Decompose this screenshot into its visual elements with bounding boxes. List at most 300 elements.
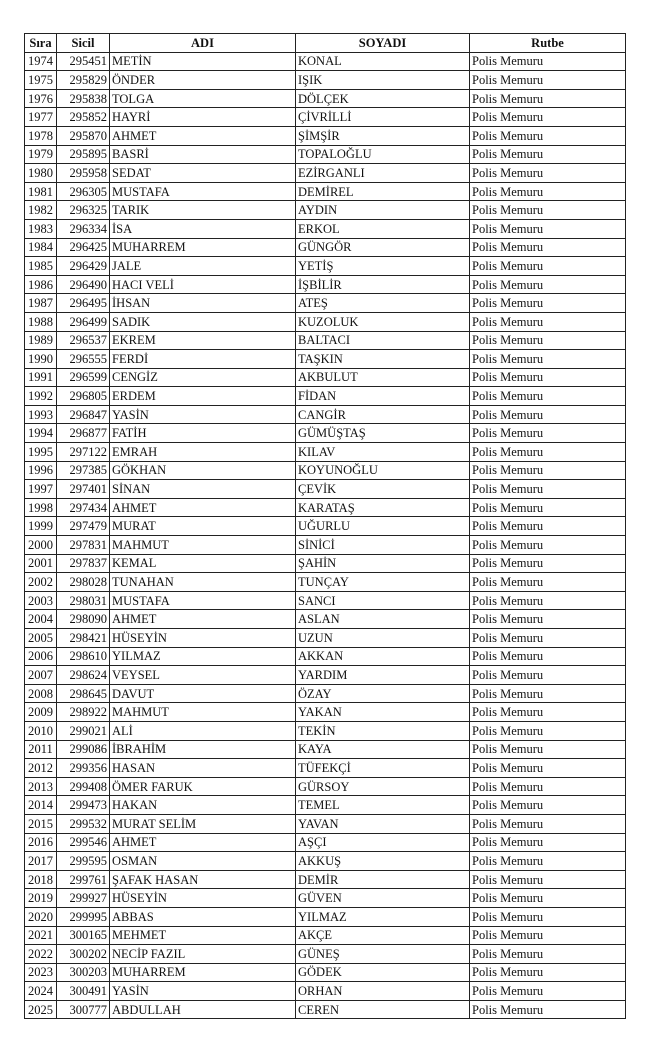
cell-sicil: 296847 bbox=[57, 405, 110, 424]
cell-sicil: 295852 bbox=[57, 108, 110, 127]
table-row bbox=[25, 201, 626, 220]
cell-sicil: 297385 bbox=[57, 461, 110, 480]
cell-sira: 2013 bbox=[25, 777, 57, 796]
cell-rutbe: Polis Memuru bbox=[470, 963, 626, 982]
table-body bbox=[25, 52, 626, 1019]
cell-rutbe: Polis Memuru bbox=[470, 926, 626, 945]
cell-sicil: 298645 bbox=[57, 684, 110, 703]
cell-sira: 2010 bbox=[25, 721, 57, 740]
cell-rutbe: Polis Memuru bbox=[470, 629, 626, 648]
cell-soyadi: KARATAŞ bbox=[296, 498, 470, 517]
cell-soyadi: GÜVEN bbox=[296, 889, 470, 908]
cell-adi: İSA bbox=[110, 219, 296, 238]
cell-rutbe: Polis Memuru bbox=[470, 777, 626, 796]
cell-sicil: 296877 bbox=[57, 424, 110, 443]
cell-sira: 2016 bbox=[25, 833, 57, 852]
cell-soyadi: ASLAN bbox=[296, 610, 470, 629]
cell-adi: SADIK bbox=[110, 312, 296, 331]
cell-sicil: 295451 bbox=[57, 52, 110, 71]
table-row bbox=[25, 182, 626, 201]
cell-soyadi: CEREN bbox=[296, 1000, 470, 1019]
cell-sira: 1977 bbox=[25, 108, 57, 127]
cell-adi: JALE bbox=[110, 257, 296, 276]
table-row bbox=[25, 219, 626, 238]
cell-rutbe: Polis Memuru bbox=[470, 294, 626, 313]
cell-sicil: 299408 bbox=[57, 777, 110, 796]
cell-rutbe: Polis Memuru bbox=[470, 647, 626, 666]
table-row bbox=[25, 963, 626, 982]
cell-sicil: 297401 bbox=[57, 480, 110, 499]
cell-sira: 2007 bbox=[25, 666, 57, 685]
cell-adi: MUSTAFA bbox=[110, 591, 296, 610]
cell-sicil: 296495 bbox=[57, 294, 110, 313]
cell-rutbe: Polis Memuru bbox=[470, 852, 626, 871]
cell-adi: HÜSEYİN bbox=[110, 629, 296, 648]
cell-adi: ŞAFAK HASAN bbox=[110, 870, 296, 889]
cell-soyadi: ÖZAY bbox=[296, 684, 470, 703]
cell-soyadi: BALTACI bbox=[296, 331, 470, 350]
cell-rutbe: Polis Memuru bbox=[470, 424, 626, 443]
cell-rutbe: Polis Memuru bbox=[470, 331, 626, 350]
cell-soyadi: GÜNEŞ bbox=[296, 945, 470, 964]
cell-sira: 1995 bbox=[25, 443, 57, 462]
cell-rutbe: Polis Memuru bbox=[470, 498, 626, 517]
cell-rutbe: Polis Memuru bbox=[470, 833, 626, 852]
header-adi: ADI bbox=[110, 34, 296, 53]
cell-soyadi: FİDAN bbox=[296, 387, 470, 406]
table-row bbox=[25, 573, 626, 592]
cell-adi: SİNAN bbox=[110, 480, 296, 499]
table-row bbox=[25, 257, 626, 276]
table-row bbox=[25, 275, 626, 294]
table-row bbox=[25, 796, 626, 815]
cell-adi: YASİN bbox=[110, 405, 296, 424]
cell-adi: KEMAL bbox=[110, 554, 296, 573]
table-row bbox=[25, 126, 626, 145]
cell-rutbe: Polis Memuru bbox=[470, 907, 626, 926]
cell-rutbe: Polis Memuru bbox=[470, 108, 626, 127]
cell-rutbe: Polis Memuru bbox=[470, 405, 626, 424]
table-row bbox=[25, 982, 626, 1001]
cell-sira: 2023 bbox=[25, 963, 57, 982]
table-row bbox=[25, 498, 626, 517]
header-rutbe: Rutbe bbox=[470, 34, 626, 53]
table-row bbox=[25, 666, 626, 685]
cell-sira: 2019 bbox=[25, 889, 57, 908]
cell-sira: 1983 bbox=[25, 219, 57, 238]
cell-soyadi: UĞURLU bbox=[296, 517, 470, 536]
header-sira: Sıra bbox=[25, 34, 57, 53]
cell-sicil: 299995 bbox=[57, 907, 110, 926]
cell-rutbe: Polis Memuru bbox=[470, 536, 626, 555]
cell-rutbe: Polis Memuru bbox=[470, 945, 626, 964]
cell-sira: 1984 bbox=[25, 238, 57, 257]
cell-sira: 1991 bbox=[25, 368, 57, 387]
cell-adi: HACI VELİ bbox=[110, 275, 296, 294]
cell-soyadi: ORHAN bbox=[296, 982, 470, 1001]
cell-soyadi: ERKOL bbox=[296, 219, 470, 238]
cell-soyadi: SANCI bbox=[296, 591, 470, 610]
cell-adi: METİN bbox=[110, 52, 296, 71]
cell-sicil: 297122 bbox=[57, 443, 110, 462]
header-sicil: Sicil bbox=[57, 34, 110, 53]
cell-soyadi: GÜMÜŞTAŞ bbox=[296, 424, 470, 443]
cell-soyadi: ŞAHİN bbox=[296, 554, 470, 573]
cell-soyadi: IŞIK bbox=[296, 71, 470, 90]
cell-adi: AHMET bbox=[110, 610, 296, 629]
cell-adi: VEYSEL bbox=[110, 666, 296, 685]
cell-soyadi: AŞÇI bbox=[296, 833, 470, 852]
cell-adi: BASRİ bbox=[110, 145, 296, 164]
cell-adi: ÖNDER bbox=[110, 71, 296, 90]
cell-sicil: 296499 bbox=[57, 312, 110, 331]
table-row bbox=[25, 814, 626, 833]
cell-rutbe: Polis Memuru bbox=[470, 312, 626, 331]
cell-adi: HAKAN bbox=[110, 796, 296, 815]
cell-soyadi: YETİŞ bbox=[296, 257, 470, 276]
cell-sira: 1993 bbox=[25, 405, 57, 424]
cell-adi: MUSTAFA bbox=[110, 182, 296, 201]
cell-soyadi: YILMAZ bbox=[296, 907, 470, 926]
cell-sira: 1990 bbox=[25, 350, 57, 369]
table-row bbox=[25, 331, 626, 350]
cell-rutbe: Polis Memuru bbox=[470, 368, 626, 387]
cell-sira: 1974 bbox=[25, 52, 57, 71]
table-row bbox=[25, 424, 626, 443]
cell-soyadi: AKÇE bbox=[296, 926, 470, 945]
cell-rutbe: Polis Memuru bbox=[470, 740, 626, 759]
cell-sicil: 295895 bbox=[57, 145, 110, 164]
cell-sicil: 296555 bbox=[57, 350, 110, 369]
cell-adi: GÖKHAN bbox=[110, 461, 296, 480]
cell-sira: 2002 bbox=[25, 573, 57, 592]
cell-sicil: 296334 bbox=[57, 219, 110, 238]
cell-adi: HAYRİ bbox=[110, 108, 296, 127]
cell-soyadi: YAVAN bbox=[296, 814, 470, 833]
cell-rutbe: Polis Memuru bbox=[470, 52, 626, 71]
cell-sira: 1982 bbox=[25, 201, 57, 220]
cell-rutbe: Polis Memuru bbox=[470, 591, 626, 610]
cell-adi: HASAN bbox=[110, 759, 296, 778]
cell-rutbe: Polis Memuru bbox=[470, 238, 626, 257]
cell-adi: ABBAS bbox=[110, 907, 296, 926]
table-row bbox=[25, 647, 626, 666]
cell-sira: 2012 bbox=[25, 759, 57, 778]
cell-sira: 2018 bbox=[25, 870, 57, 889]
cell-sicil: 298421 bbox=[57, 629, 110, 648]
table-row bbox=[25, 238, 626, 257]
table-row bbox=[25, 387, 626, 406]
cell-sira: 1985 bbox=[25, 257, 57, 276]
cell-rutbe: Polis Memuru bbox=[470, 275, 626, 294]
cell-sicil: 300202 bbox=[57, 945, 110, 964]
cell-sicil: 296429 bbox=[57, 257, 110, 276]
cell-soyadi: DÖLÇEK bbox=[296, 89, 470, 108]
cell-rutbe: Polis Memuru bbox=[470, 71, 626, 90]
cell-sira: 2004 bbox=[25, 610, 57, 629]
cell-adi: MURAT bbox=[110, 517, 296, 536]
cell-sira: 1992 bbox=[25, 387, 57, 406]
cell-rutbe: Polis Memuru bbox=[470, 480, 626, 499]
table-row bbox=[25, 721, 626, 740]
cell-rutbe: Polis Memuru bbox=[470, 89, 626, 108]
table-row bbox=[25, 610, 626, 629]
cell-rutbe: Polis Memuru bbox=[470, 164, 626, 183]
cell-sicil: 299021 bbox=[57, 721, 110, 740]
cell-rutbe: Polis Memuru bbox=[470, 182, 626, 201]
cell-sira: 1981 bbox=[25, 182, 57, 201]
cell-sira: 2014 bbox=[25, 796, 57, 815]
cell-sira: 1980 bbox=[25, 164, 57, 183]
cell-sicil: 297831 bbox=[57, 536, 110, 555]
cell-sicil: 296425 bbox=[57, 238, 110, 257]
cell-adi: AHMET bbox=[110, 833, 296, 852]
cell-rutbe: Polis Memuru bbox=[470, 610, 626, 629]
cell-adi: TARIK bbox=[110, 201, 296, 220]
cell-adi: MAHMUT bbox=[110, 703, 296, 722]
table-row bbox=[25, 461, 626, 480]
cell-sira: 2024 bbox=[25, 982, 57, 1001]
cell-rutbe: Polis Memuru bbox=[470, 759, 626, 778]
cell-soyadi: EZİRGANLI bbox=[296, 164, 470, 183]
cell-rutbe: Polis Memuru bbox=[470, 350, 626, 369]
table-row bbox=[25, 108, 626, 127]
cell-rutbe: Polis Memuru bbox=[470, 796, 626, 815]
cell-adi: YASİN bbox=[110, 982, 296, 1001]
cell-sicil: 296805 bbox=[57, 387, 110, 406]
table-row bbox=[25, 145, 626, 164]
cell-adi: MUHARREM bbox=[110, 963, 296, 982]
table-row bbox=[25, 554, 626, 573]
table-row bbox=[25, 312, 626, 331]
cell-adi: FERDİ bbox=[110, 350, 296, 369]
cell-sira: 2015 bbox=[25, 814, 57, 833]
cell-sicil: 296537 bbox=[57, 331, 110, 350]
table-row bbox=[25, 684, 626, 703]
cell-sicil: 298922 bbox=[57, 703, 110, 722]
cell-sicil: 299086 bbox=[57, 740, 110, 759]
table-row bbox=[25, 89, 626, 108]
table-row bbox=[25, 517, 626, 536]
cell-rutbe: Polis Memuru bbox=[470, 721, 626, 740]
cell-soyadi: TEMEL bbox=[296, 796, 470, 815]
table-row bbox=[25, 833, 626, 852]
cell-sicil: 298090 bbox=[57, 610, 110, 629]
cell-rutbe: Polis Memuru bbox=[470, 461, 626, 480]
cell-adi: NECİP FAZIL bbox=[110, 945, 296, 964]
cell-sira: 1994 bbox=[25, 424, 57, 443]
cell-sicil: 300203 bbox=[57, 963, 110, 982]
cell-adi: İBRAHİM bbox=[110, 740, 296, 759]
cell-adi: ERDEM bbox=[110, 387, 296, 406]
cell-soyadi: GÖDEK bbox=[296, 963, 470, 982]
cell-sira: 1999 bbox=[25, 517, 57, 536]
cell-soyadi: UZUN bbox=[296, 629, 470, 648]
cell-rutbe: Polis Memuru bbox=[470, 145, 626, 164]
cell-sicil: 297837 bbox=[57, 554, 110, 573]
cell-soyadi: GÜRSOY bbox=[296, 777, 470, 796]
cell-sira: 2017 bbox=[25, 852, 57, 871]
cell-sira: 1996 bbox=[25, 461, 57, 480]
table-row bbox=[25, 759, 626, 778]
cell-soyadi: CANGİR bbox=[296, 405, 470, 424]
cell-adi: HÜSEYİN bbox=[110, 889, 296, 908]
header-soyadi: SOYADI bbox=[296, 34, 470, 53]
cell-sira: 1979 bbox=[25, 145, 57, 164]
cell-rutbe: Polis Memuru bbox=[470, 387, 626, 406]
cell-adi: ALİ bbox=[110, 721, 296, 740]
cell-adi: MURAT SELİM bbox=[110, 814, 296, 833]
cell-rutbe: Polis Memuru bbox=[470, 684, 626, 703]
cell-adi: CENGİZ bbox=[110, 368, 296, 387]
cell-sicil: 299927 bbox=[57, 889, 110, 908]
cell-soyadi: TUNÇAY bbox=[296, 573, 470, 592]
cell-rutbe: Polis Memuru bbox=[470, 703, 626, 722]
cell-soyadi: TAŞKIN bbox=[296, 350, 470, 369]
table-row bbox=[25, 870, 626, 889]
cell-sicil: 298610 bbox=[57, 647, 110, 666]
cell-soyadi: KOYUNOĞLU bbox=[296, 461, 470, 480]
cell-adi: EKREM bbox=[110, 331, 296, 350]
cell-soyadi: KUZOLUK bbox=[296, 312, 470, 331]
cell-soyadi: KILAV bbox=[296, 443, 470, 462]
cell-sira: 2020 bbox=[25, 907, 57, 926]
cell-rutbe: Polis Memuru bbox=[470, 517, 626, 536]
cell-soyadi: ŞİMŞİR bbox=[296, 126, 470, 145]
cell-sicil: 295838 bbox=[57, 89, 110, 108]
cell-sicil: 295870 bbox=[57, 126, 110, 145]
cell-soyadi: SİNİCİ bbox=[296, 536, 470, 555]
table-row bbox=[25, 777, 626, 796]
cell-sira: 2011 bbox=[25, 740, 57, 759]
cell-sira: 2022 bbox=[25, 945, 57, 964]
table-header-row bbox=[25, 34, 626, 53]
cell-rutbe: Polis Memuru bbox=[470, 870, 626, 889]
cell-adi: ABDULLAH bbox=[110, 1000, 296, 1019]
cell-rutbe: Polis Memuru bbox=[470, 1000, 626, 1019]
cell-rutbe: Polis Memuru bbox=[470, 443, 626, 462]
cell-soyadi: KONAL bbox=[296, 52, 470, 71]
cell-soyadi: AKKUŞ bbox=[296, 852, 470, 871]
table-row bbox=[25, 52, 626, 71]
cell-rutbe: Polis Memuru bbox=[470, 889, 626, 908]
table-row bbox=[25, 740, 626, 759]
cell-sira: 2021 bbox=[25, 926, 57, 945]
cell-sira: 1978 bbox=[25, 126, 57, 145]
cell-soyadi: AKKAN bbox=[296, 647, 470, 666]
cell-sicil: 296599 bbox=[57, 368, 110, 387]
cell-adi: YILMAZ bbox=[110, 647, 296, 666]
cell-sira: 1988 bbox=[25, 312, 57, 331]
table-row bbox=[25, 71, 626, 90]
table-row bbox=[25, 164, 626, 183]
cell-adi: MUHARREM bbox=[110, 238, 296, 257]
cell-soyadi: GÜNGÖR bbox=[296, 238, 470, 257]
cell-sicil: 296490 bbox=[57, 275, 110, 294]
cell-rutbe: Polis Memuru bbox=[470, 573, 626, 592]
cell-sicil: 297479 bbox=[57, 517, 110, 536]
cell-sira: 2006 bbox=[25, 647, 57, 666]
cell-rutbe: Polis Memuru bbox=[470, 666, 626, 685]
cell-adi: MAHMUT bbox=[110, 536, 296, 555]
cell-soyadi: YARDIM bbox=[296, 666, 470, 685]
cell-soyadi: TOPALOĞLU bbox=[296, 145, 470, 164]
cell-sira: 2005 bbox=[25, 629, 57, 648]
personnel-table bbox=[24, 33, 626, 1019]
cell-soyadi: KAYA bbox=[296, 740, 470, 759]
cell-sicil: 298028 bbox=[57, 573, 110, 592]
cell-sicil: 295958 bbox=[57, 164, 110, 183]
cell-soyadi: TEKİN bbox=[296, 721, 470, 740]
table-row bbox=[25, 350, 626, 369]
cell-adi: İHSAN bbox=[110, 294, 296, 313]
table-row bbox=[25, 536, 626, 555]
cell-sicil: 296305 bbox=[57, 182, 110, 201]
cell-sira: 1998 bbox=[25, 498, 57, 517]
cell-sicil: 299356 bbox=[57, 759, 110, 778]
cell-soyadi: DEMİREL bbox=[296, 182, 470, 201]
cell-sira: 1989 bbox=[25, 331, 57, 350]
cell-sira: 1976 bbox=[25, 89, 57, 108]
cell-adi: EMRAH bbox=[110, 443, 296, 462]
table-row bbox=[25, 852, 626, 871]
cell-sicil: 296325 bbox=[57, 201, 110, 220]
cell-sicil: 300491 bbox=[57, 982, 110, 1001]
cell-sira: 2025 bbox=[25, 1000, 57, 1019]
table-row bbox=[25, 889, 626, 908]
cell-adi: OSMAN bbox=[110, 852, 296, 871]
cell-sira: 1987 bbox=[25, 294, 57, 313]
cell-adi: MEHMET bbox=[110, 926, 296, 945]
table-row bbox=[25, 907, 626, 926]
cell-soyadi: TÜFEKÇİ bbox=[296, 759, 470, 778]
cell-sicil: 295829 bbox=[57, 71, 110, 90]
cell-sicil: 299761 bbox=[57, 870, 110, 889]
cell-rutbe: Polis Memuru bbox=[470, 814, 626, 833]
cell-adi: AHMET bbox=[110, 126, 296, 145]
table-row bbox=[25, 629, 626, 648]
cell-sicil: 300165 bbox=[57, 926, 110, 945]
cell-sicil: 297434 bbox=[57, 498, 110, 517]
table-row bbox=[25, 405, 626, 424]
table-row bbox=[25, 591, 626, 610]
cell-soyadi: AKBULUT bbox=[296, 368, 470, 387]
table-row bbox=[25, 443, 626, 462]
table-row bbox=[25, 703, 626, 722]
cell-soyadi: ÇEVİK bbox=[296, 480, 470, 499]
cell-sira: 1986 bbox=[25, 275, 57, 294]
cell-sicil: 300777 bbox=[57, 1000, 110, 1019]
cell-rutbe: Polis Memuru bbox=[470, 257, 626, 276]
cell-rutbe: Polis Memuru bbox=[470, 126, 626, 145]
cell-soyadi: ÇİVRİLLİ bbox=[296, 108, 470, 127]
cell-soyadi: İŞBİLİR bbox=[296, 275, 470, 294]
cell-soyadi: ATEŞ bbox=[296, 294, 470, 313]
cell-soyadi: YAKAN bbox=[296, 703, 470, 722]
cell-sicil: 298624 bbox=[57, 666, 110, 685]
cell-soyadi: DEMİR bbox=[296, 870, 470, 889]
cell-sicil: 299473 bbox=[57, 796, 110, 815]
cell-rutbe: Polis Memuru bbox=[470, 219, 626, 238]
cell-sira: 2003 bbox=[25, 591, 57, 610]
cell-adi: FATİH bbox=[110, 424, 296, 443]
cell-sira: 2000 bbox=[25, 536, 57, 555]
cell-adi: ÖMER FARUK bbox=[110, 777, 296, 796]
cell-sira: 2001 bbox=[25, 554, 57, 573]
table-row bbox=[25, 480, 626, 499]
table-row bbox=[25, 1000, 626, 1019]
cell-adi: DAVUT bbox=[110, 684, 296, 703]
